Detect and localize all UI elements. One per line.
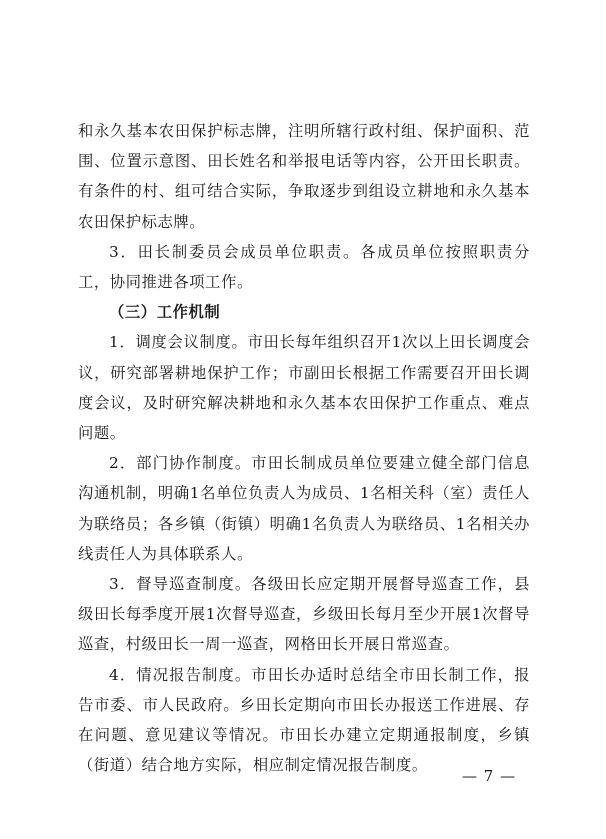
paragraph-member-duties: 3．田长制委员会成员单位职责。各成员单位按照职责分工，协同推进各项工作。 (78, 242, 530, 292)
mechanism-reporting: 4．情况报告制度。市田长办适时总结全市田长制工作，报告市委、市人民政府。乡田长定期向市田长办报送工作进展、存在问题、意见建议等情况。市田长办建立定期通报制度，乡镇（街道）结合地方实际，相应制定情况报告制度。 (78, 665, 530, 775)
paragraph-continued: 和永久基本农田保护标志牌，注明所辖行政村组、保护面积、范围、位置示意图、田长姓名和举报电话等内容，公开田长职责。有条件的村、组可结合实际，争取逐步到组设立耕地和永久基本农田保护标志牌。 (78, 122, 530, 231)
mechanism-coordination: 2．部门协作制度。市田长制成员单位要建立健全部门信息沟通机制，明确1名单位负责人为成员、1名相关科（室）责任人为联络员；各乡镇（街镇）明确1名负责人为联络员、1名相关办线责任人为具体联系人。 (78, 454, 530, 563)
mechanism-meeting: 1．调度会议制度。市田长每年组织召开1次以上田长调度会议，研究部署耕地保护工作；市副田长根据工作需要召开田长调度会议，及时研究解决耕地和永久基本农田保护工作重点、难点问题。 (78, 333, 530, 443)
mechanism-inspection: 3．督导巡查制度。各级田长应定期开展督导巡查工作，县级田长每季度开展1次督导巡查，乡级田长每月至少开展1次督导巡查，村级田长一周一巡查，网格田长开展日常巡查。 (78, 575, 530, 654)
page-number: — 7 — (462, 767, 517, 785)
section-heading: （三）工作机制 (109, 303, 221, 322)
document-body (78, 116, 530, 780)
